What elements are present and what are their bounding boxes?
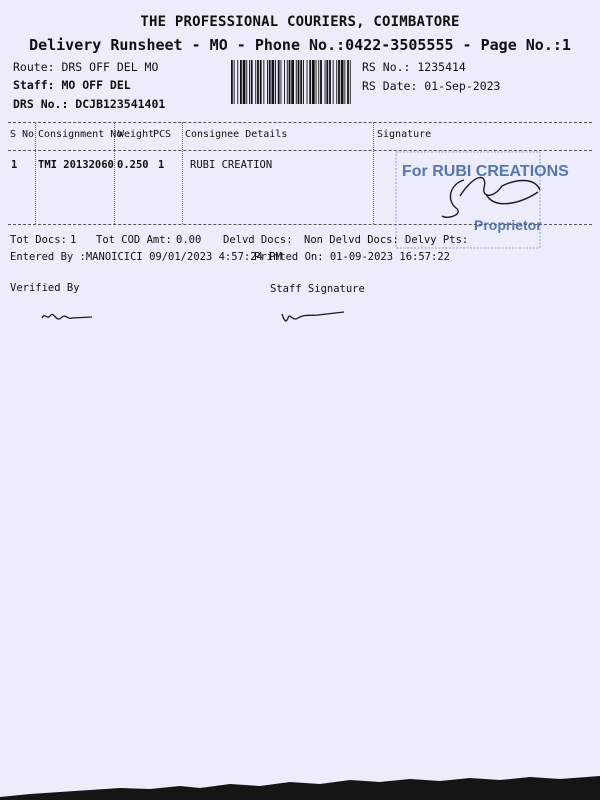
drs-number: DRS No.: DCJB123541401 [13, 97, 166, 111]
printed-on-text: Printed On: 01-09-2023 16:57:22 [254, 251, 450, 263]
staff-text: Staff: MO OFF DEL [13, 78, 131, 92]
row-sno: 1 [11, 159, 18, 171]
route-text: Route: DRS OFF DEL MO [13, 60, 159, 74]
col-header-pcs: PCS [153, 129, 172, 140]
runsheet-title: THE PROFESSIONAL COURIERS, COIMBATORE [140, 14, 460, 30]
delvd-docs-label: Delvd Docs: [223, 234, 293, 246]
torn-paper-edge [0, 770, 600, 800]
stamp-proprietor-text: Proprietor [474, 217, 542, 233]
col-header-weight: Weight [118, 129, 155, 140]
col-header-signature: Signature [377, 129, 432, 140]
barcode-image [230, 60, 352, 104]
row-consignee: RUBI CREATION [190, 159, 273, 171]
stamp-signature-scribble [442, 178, 540, 218]
entered-by-text: Entered By :MANOICICI 09/01/2023 4:57:24 PM [10, 251, 282, 263]
verified-by-signature [38, 304, 98, 326]
row-consignment-no: TMI 20132060 [38, 159, 114, 171]
rs-date: RS Date: 01-Sep-2023 [362, 79, 501, 93]
column-divider [35, 122, 36, 224]
column-divider [182, 122, 183, 224]
row-pcs: 1 [158, 159, 165, 171]
tot-cod-value: 0.00 [176, 234, 202, 246]
stamp-company-text: For RUBI CREATIONS [402, 163, 569, 180]
row-weight: 0.250 [117, 159, 149, 171]
tot-docs-value: 1 [70, 234, 77, 246]
rs-number: RS No.: 1235414 [362, 60, 466, 74]
tot-cod-label: Tot COD Amt: [96, 234, 172, 246]
staff-signature-label: Staff Signature [270, 283, 365, 295]
col-header-sno: S No [10, 129, 35, 140]
runsheet-subtitle: Delivery Runsheet - MO - Phone No.:0422-3505555 - Page No.:1 [29, 36, 571, 54]
verified-by-label: Verified By [10, 282, 80, 294]
column-divider [373, 122, 374, 224]
col-header-consignment: Consignment No [38, 129, 123, 140]
delvy-pts-label: Delvy Pts: [405, 234, 469, 246]
tot-docs-label: Tot Docs: [10, 234, 67, 246]
col-header-consignee: Consignee Details [185, 129, 288, 140]
staff-signature-scribble [278, 304, 350, 328]
table-top-rule [8, 122, 592, 123]
non-delvd-docs-label: Non Delvd Docs: [304, 234, 399, 246]
